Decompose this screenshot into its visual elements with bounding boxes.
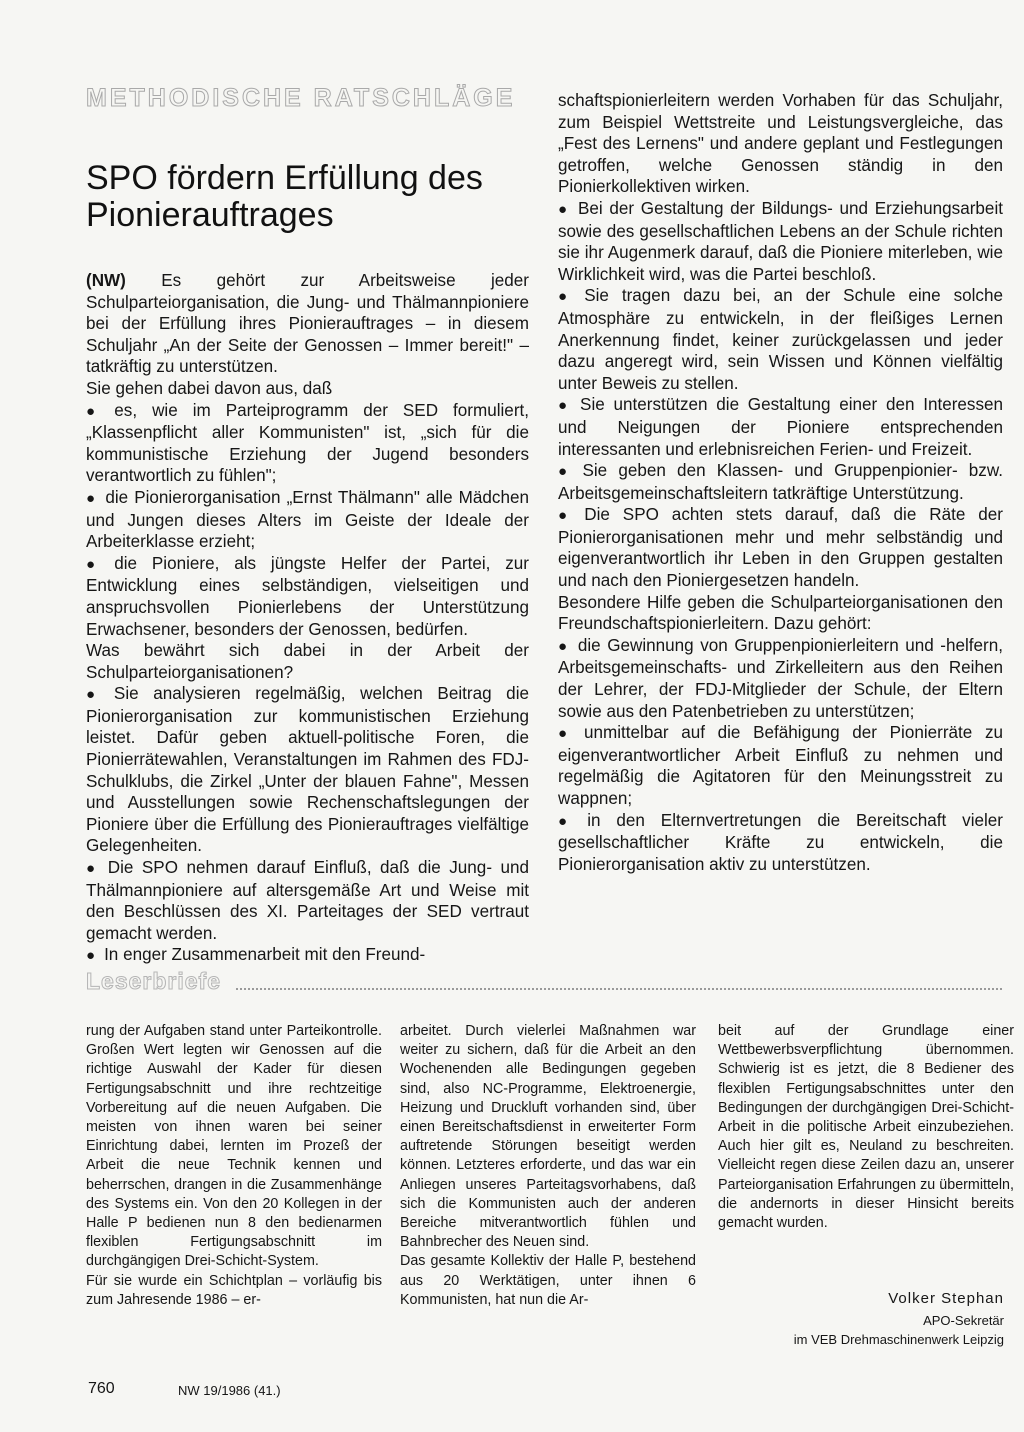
paragraph: Besondere Hilfe geben die Schulparteiorganisationen den Freundschaftspionierleitern. Dazu gehört: [558,592,1003,634]
bullet-paragraph: ● die Pioniere, als jüngste Helfer der Partei, zur Entwicklung eines selbständigen, vielseitigen und anspruchsvollen Pionierlebens der Unterstützung Erwachsener, besonders der Genossen, bedürfen. [86,553,529,640]
letter-paragraph: rung der Aufgaben stand unter Parteikontrolle. Großen Wert legten wir Genossen auf die richtige Auswahl der Kader für diesen Fertigungsabschnitt und ihre rechtzeitige Vorbereitung auf die neuen Aufgaben. Die meisten von ihnen waren bei seiner Einrichtung dabei, lernten im Prozeß der Arbeit die neue Technik kennen und beherrschen, drangen in die Zusammenhänge des Systems ein. Von den 20 Kollegen in der Halle P bedienen nun 8 den bedienarmen flexiblen Fertigungsabschnitt im durchgängigen Drei-Schicht-System. [86,1023,382,1270]
bullet-paragraph: ● in den Elternvertretungen die Bereitschaft vieler gesellschaftlicher Kräfte zu entwickeln, die Pionierorganisation aktiv zu unterstützen. [558,810,1003,876]
bullet-paragraph: ● es, wie im Parteiprogramm der SED formuliert, „Klassenpflicht aller Kommunisten" ist, „sich für die kommunistische Erziehung der Jugend besonders verantwortlich zu fühlen"; [86,400,529,487]
article-source: (NW) [86,271,126,290]
bullet-paragraph: ● Sie analysieren regelmäßig, welchen Beitrag die Pionierorganisation zur kommunistischen Erziehung leistet. Dafür geben aktuell-politische Foren, die Pionierrätewahlen, Veranstaltungen im Rahmen des FDJ-Schulklubs, die Zirkel „Unter der blauen Fahne", Messen und Ausstellungen sowie Rechenschaftslegungen der Pioniere über die Erfüllung des Pionierauftrages vielfältige Gelegenheiten. [86,683,529,857]
article-left-blocks [86,400,529,967]
bullet-paragraph: ● Sie geben den Klassen- und Gruppenpionier- bzw. Arbeitsgemeinschaftsleitern tatkräftige Unterstützung. [558,460,1003,504]
article-intro [86,270,529,378]
article-column-left [86,270,529,967]
bullet-paragraph: ● Die SPO achten stets darauf, daß die Räte der Pionierorganisationen mehr und mehr selbständig und eigenverantwortlich ihr Leben in den Gruppen gestalten und nach den Pioniergesetzen handeln. [558,504,1003,591]
letter-column-3 [718,1022,1014,1233]
letters-section-header [86,968,1002,998]
bullet-paragraph: ● unmittelbar auf die Befähigung der Pionierräte zu eigenverantwortlicher Arbeit Einfluß zu nehmen und regelmäßig die Agitatoren für den Meinungsstreit zu wappnen; [558,722,1003,809]
article-right-blocks [558,90,1003,875]
article-intro-text: Es gehört zur Arbeitsweise jeder Schulparteiorganisation, die Jung- und Thälmannpioniere bei der Erfüllung ihres Pionierauftrages – in diesem Schuljahr „An der Seite der Genossen – Immer bereit!" – tatkräftig zu unterstützen. [86,271,529,377]
article-headline: SPO fördern Erfüllung des Pionierauftrages [86,159,483,234]
letter-paragraph: Für sie wurde ein Schichtplan – vorläufig bis zum Jahresende 1986 – er- [86,1272,382,1308]
article-column-right [558,90,1003,875]
letter-paragraph: Das gesamte Kollektiv der Halle P, bestehend aus 20 Werktätigen, unter ihnen 6 Kommunisten, hat nun die Ar- [400,1253,696,1308]
bullet-paragraph: ● Bei der Gestaltung der Bildungs- und Erziehungsarbeit sowie des gesellschaftlichen Lebens an der Schule richten sie ihr Augenmerk darauf, daß die Pioniere miterleben, wie Wirklichkeit wird, was die Partei beschloß. [558,198,1003,285]
bullet-paragraph: ● Sie tragen dazu bei, an der Schule eine solche Atmosphäre zu entwickeln, in der fleißiges Lernen Anerkennung findet, keiner zurückgelassen und jeder dazu angeregt wird, sein Wissen und Können vielfältig unter Beweis zu stellen. [558,285,1003,394]
letter-paragraph: arbeitet. Durch vielerlei Maßnahmen war weiter zu sichern, daß für die Arbeit an den Wochenenden alle Bedingungen gegeben sind, also NC-Programme, Elektroenergie, Heizung und Druckluft vorhanden sind, über einen Bereitschaftsdienst in erweiterter Form auftretende Störungen beseitigt werden können. Letzteres erforderte, und das war ein Anliegen unseres Parteitagsvorhabens, daß sich die Kommunisten auch der anderen Bereiche mitverantwortlich fühlen und Bahnbrecher des Neuen sind. [400,1023,696,1251]
signature-name: Volker Stephan [888,1290,1004,1307]
paragraph: schaftspionierleitern werden Vorhaben für das Schuljahr, zum Beispiel Wettstreite und Leistungsvergleiche, das „Fest des Lernens" und andere geplant und Festlegungen getroffen, welche Genossen ständig in den Pionierkollektiven wirken. [558,91,1003,197]
letter-paragraph: beit auf der Grundlage einer Wettbewerbsverpflichtung übernommen. Schwierig ist es jetzt, die 8 Bediener des flexiblen Fertigungsabschnittes unter den Bedingungen der durchgängigen Drei-Schicht-Arbeit in die politische Arbeit einzubeziehen. Auch hier gilt es, Neuland zu beschreiten. Vielleicht regen diese Zeilen dazu an, unserer Parteiorganisation Erfahrungen zu übermitteln, die andernorts in dieser Hinsicht bereits gemacht wurden. [718,1023,1014,1232]
bullet-paragraph: ● die Pionierorganisation „Ernst Thälmann" alle Mädchen und Jungen dieses Alters im Geiste der Ideale der Arbeiterklasse erzieht; [86,487,529,553]
article-lead-in: Sie gehen dabei davon aus, daß [86,378,333,398]
bullet-paragraph: ● Die SPO nehmen darauf Einfluß, daß die Jung- und Thälmannpioniere auf altersgemäße Art und Weise mit den Beschlüssen des XI. Parteitages der SED vertraut gemacht werden. [86,857,529,944]
bullet-paragraph: ● Sie unterstützen die Gestaltung einer den Interessen und Neigungen der Pioniere entsprechenden interessanten und erlebnisreichen Ferien- und Freizeit. [558,394,1003,460]
page-number: 760 [88,1380,115,1397]
letter-column-2 [400,1022,696,1310]
bullet-paragraph: ● die Gewinnung von Gruppenpionierleitern und -helfern, Arbeitsgemeinschafts- und Zirkelleitern aus den Reihen der Lehrer, der FDJ-Mitglieder der Schule, der Eltern sowie aus den Patenbetrieben zu unterstützen; [558,635,1003,722]
letters-heading: Leserbriefe [86,968,222,994]
letters-divider [236,988,1002,990]
signature-organization: im VEB Drehmaschinenwerk Leipzig [793,1332,1004,1347]
issue-reference: NW 19/1986 (41.) [178,1383,281,1398]
signature-role: APO-Sekretär [923,1313,1004,1328]
letter-column-1 [86,1022,382,1310]
section-heading: METHODISCHE RATSCHLÄGE [86,84,516,112]
bullet-paragraph: ● In enger Zusammenarbeit mit den Freund- [86,944,529,967]
paragraph: Was bewährt sich dabei in der Arbeit der Schulparteiorganisationen? [86,641,529,682]
